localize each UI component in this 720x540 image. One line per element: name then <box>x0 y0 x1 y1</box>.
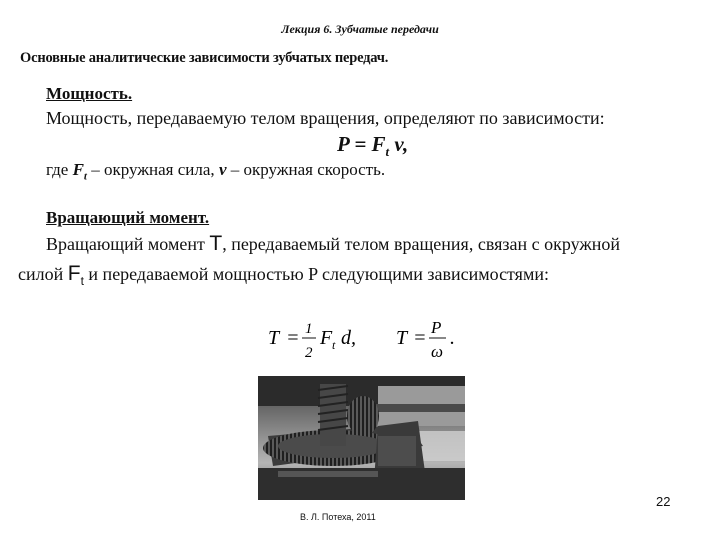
footer-credit: В. Л. Потеха, 2011 <box>300 512 376 522</box>
svg-text:P: P <box>431 318 442 337</box>
page-number: 22 <box>656 494 671 509</box>
torque-text-line2: силой $F_t$ и передаваемой мощностью P следующими зависимостями: <box>18 262 549 289</box>
section-title: Основные аналитические зависимости зубчатых передач. <box>20 50 389 66</box>
svg-text:=: = <box>286 327 300 349</box>
svg-text:ω: ω <box>431 342 444 361</box>
torque-formulas <box>268 314 468 362</box>
power-text: Мощность, передаваемую телом вращения, определяют по зависимости: <box>46 108 605 128</box>
svg-text:d,: d, <box>341 327 356 349</box>
power-definitions: где $F_t$ – окружная сила, v – окружная скорость. <box>46 160 386 183</box>
torque-heading: Вращающий момент. <box>46 208 210 227</box>
power-heading: Мощность. <box>46 84 133 103</box>
svg-text:=: = <box>413 327 427 349</box>
gear-mechanism-photo <box>258 376 465 500</box>
power-formula: $P = F_t$ v, <box>337 132 409 160</box>
svg-text:2: 2 <box>305 345 313 361</box>
svg-text:t: t <box>332 338 336 352</box>
svg-text:T: T <box>396 327 408 349</box>
torque-text-line1: Вращающий момент T, передаваемый телом вращения, связан с окружной <box>46 232 621 255</box>
page-header: Лекция 6. Зубчатые передачи <box>281 22 439 36</box>
svg-text:1: 1 <box>305 321 313 337</box>
svg-text:T: T <box>268 327 280 349</box>
svg-text:.: . <box>450 327 455 349</box>
svg-text:F: F <box>320 327 333 349</box>
